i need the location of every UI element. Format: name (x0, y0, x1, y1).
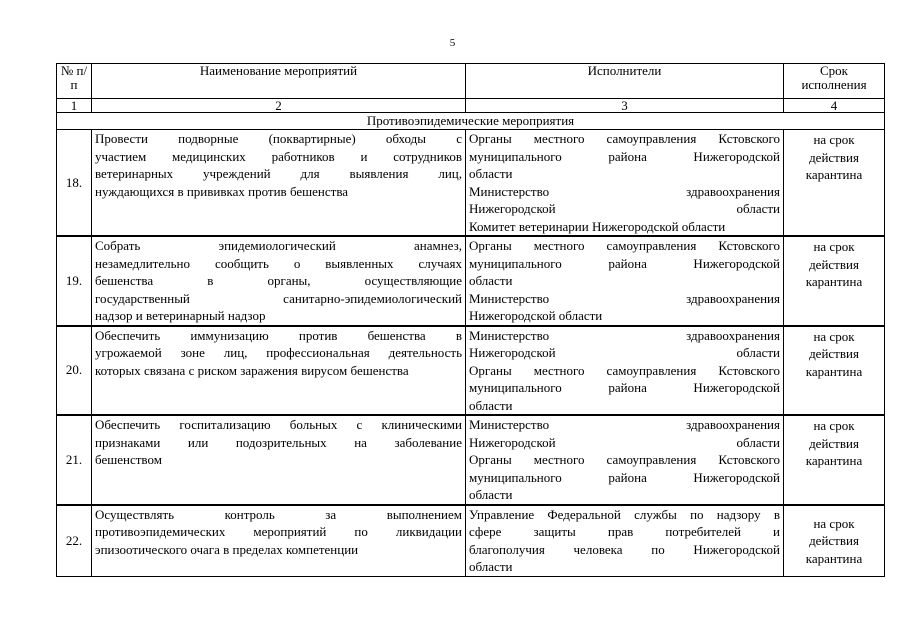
col-index: 1 (57, 99, 92, 113)
term-line: действия (809, 435, 859, 451)
executors-line: Нижегородской области (469, 308, 603, 323)
executors (466, 415, 784, 505)
col-index: 4 (784, 99, 885, 113)
measures-table (56, 63, 885, 577)
term-line: на срок (813, 239, 855, 254)
executors-line: сфере защиты прав потребителей и (469, 524, 780, 539)
term-line: на срок (813, 515, 855, 531)
term-line: действия (809, 346, 859, 361)
executors-line: муниципального района Нижегородской (469, 380, 780, 395)
term-line: на срок (813, 328, 855, 344)
executors (466, 236, 784, 326)
measure-name-line: противоэпидемических мероприятий по ликвидации (95, 524, 462, 539)
term (784, 505, 885, 577)
table-row (57, 415, 885, 505)
section-title: Противоэпидемические мероприятия (57, 113, 885, 130)
table-body (57, 130, 885, 577)
measure-name-line: Осуществлять контроль за выполнением (95, 506, 462, 522)
table-row (57, 505, 885, 577)
row-number: 22. (57, 505, 92, 577)
executors-line: Министерство здравоохранения (469, 327, 780, 343)
measure-name (92, 415, 466, 505)
executors-line: Органы местного самоуправления Кстовского (469, 452, 780, 467)
column-index-row (57, 99, 885, 113)
term-line: действия (809, 533, 859, 549)
table-row (57, 326, 885, 416)
header-executors: Исполнители (466, 64, 784, 99)
term-line: действия (809, 149, 859, 165)
header-term: Срок исполнения (784, 64, 885, 99)
header-num: № п/п (57, 64, 92, 99)
row-number: 21. (57, 415, 92, 505)
executors (466, 326, 784, 416)
executors-line: Нижегородской области (469, 201, 780, 216)
executors-line: муниципального района Нижегородской (469, 148, 780, 164)
term-line: на срок (813, 418, 855, 433)
measure-name-line: бешенством (95, 452, 162, 467)
measure-name-line: ветеринарных учреждений для выявления лиц, (95, 166, 462, 181)
term-line: карантина (805, 274, 863, 289)
measure-name (92, 326, 466, 416)
row-number: 18. (57, 130, 92, 237)
measure-name-line: Собрать эпидемиологический анамнез, (95, 238, 462, 253)
executors-line: Управление Федеральной службы по надзору в (469, 506, 780, 522)
measure-name-line: признаками или подозрительных на заболевание (95, 434, 462, 450)
page-number: 5 (449, 37, 456, 49)
header-name: Наименование мероприятий (92, 64, 466, 99)
executors-line: области (469, 559, 513, 574)
table-row (57, 130, 885, 237)
measure-name-line: государственный санитарно-эпидемиологический (95, 290, 462, 306)
executors-line: муниципального района Нижегородской (469, 255, 780, 271)
col-index: 3 (466, 99, 784, 113)
term (784, 415, 885, 505)
executors (466, 505, 784, 577)
measure-name-line: бешенства в органы, осуществляющие (95, 273, 462, 288)
row-number: 20. (57, 326, 92, 416)
executors-line: области (469, 487, 513, 502)
measure-name-line: которых связана с риском заражения вирусом бешенства (95, 362, 409, 378)
measure-name-line: Обеспечить иммунизацию против бешенства в (95, 327, 462, 343)
executors-line: Министерство здравоохранения (469, 417, 780, 432)
executors-line: благополучия человека по Нижегородской (469, 541, 780, 557)
executors-line: Нижегородской области (469, 345, 780, 360)
term (784, 326, 885, 416)
executors-line: области (469, 166, 513, 181)
row-number: 19. (57, 236, 92, 326)
measure-name-line: надзор и ветеринарный надзор (95, 308, 266, 323)
measure-name-line: незамедлительно сообщить о выявленных случаях (95, 255, 462, 271)
measure-name (92, 236, 466, 326)
section-row (57, 113, 885, 130)
executors-line: Министерство здравоохранения (469, 290, 780, 306)
executors-line: Министерство здравоохранения (469, 183, 780, 199)
measure-name-line: участием медицинских работников и сотрудников (95, 148, 462, 164)
executors-line: области (469, 397, 513, 413)
term-line: карантина (805, 363, 863, 379)
measure-name-line: эпизоотического очага в пределах компетенции (95, 541, 359, 557)
executors-line: Органы местного самоуправления Кстовского (469, 362, 780, 378)
executors-line: муниципального района Нижегородской (469, 469, 780, 485)
executors-line: Комитет ветеринарии Нижегородской области (469, 218, 726, 234)
measure-name (92, 130, 466, 237)
measure-name-line: угрожаемой зоне лиц, профессиональная деятельность (95, 345, 462, 360)
term (784, 130, 885, 237)
executors-line: Нижегородской области (469, 434, 780, 450)
measure-name-line: Обеспечить госпитализацию больных с клиническими (95, 417, 462, 432)
executors-line: Органы местного самоуправления Кстовского (469, 238, 780, 253)
table-header-row (57, 64, 885, 99)
table-row (57, 236, 885, 326)
executors-line: Органы местного самоуправления Кстовского (469, 131, 780, 146)
executors (466, 130, 784, 237)
term-line: карантина (805, 167, 863, 182)
term-line: на срок (813, 132, 855, 147)
measure-name (92, 505, 466, 577)
term (784, 236, 885, 326)
term-line: карантина (805, 550, 863, 566)
executors-line: области (469, 273, 513, 288)
measure-name-line: нуждающихся в прививках против бешенства (95, 183, 349, 199)
term-line: действия (809, 256, 859, 272)
term-line: карантина (805, 453, 863, 468)
col-index: 2 (92, 99, 466, 113)
measure-name-line: Провести подворные (поквартирные) обходы с (95, 131, 462, 146)
